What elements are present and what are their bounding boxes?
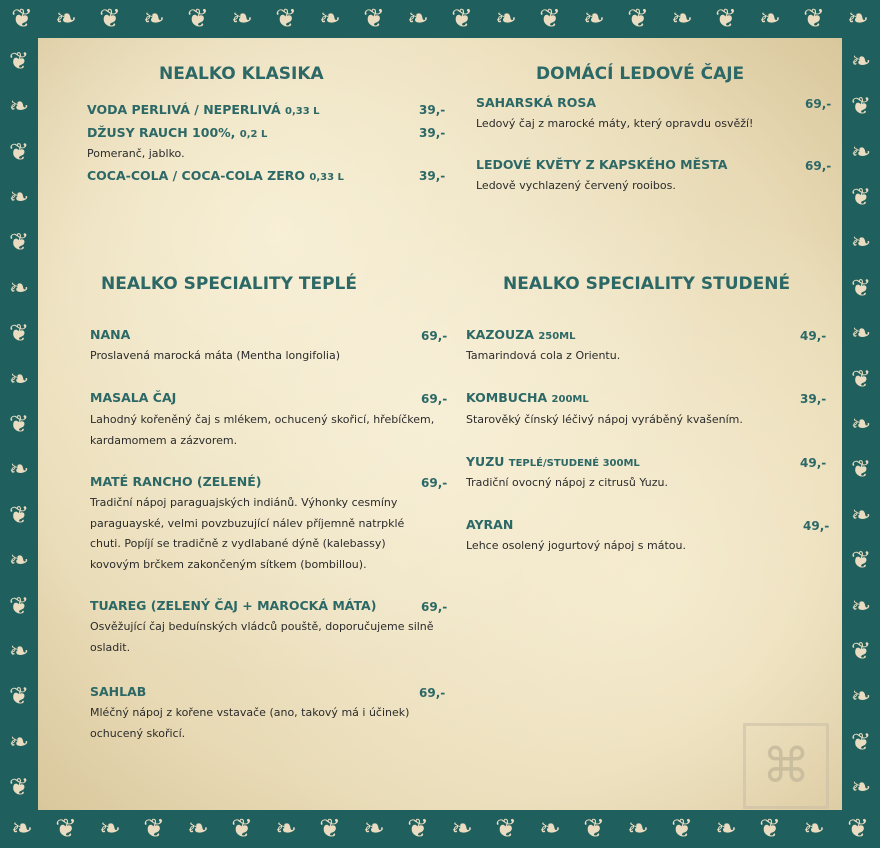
right-border-ornament: ❧ ❦ ❧ ❦ ❧ ❦ ❧ ❦ ❧ ❦ ❧ ❦ ❧ ❦ ❧ ❦ ❧ [850, 46, 872, 802]
camel-logo-icon: ⌘ [743, 723, 829, 809]
item-name: MATÉ RANCHO (ZELENÉ) [90, 474, 262, 489]
item-name: SAHARSKÁ ROSA [476, 95, 597, 110]
item-description: Starověký čínský léčivý nápoj vyráběný kvašením. [466, 413, 743, 426]
item-price: 49,- [800, 329, 827, 343]
item-name: LEDOVÉ KVĚTY Z KAPSKÉHO MĚSTA [476, 157, 728, 172]
item-description: Tamarindová cola z Orientu. [466, 349, 621, 362]
item-name: NANA [90, 327, 131, 342]
item-price: 69,- [805, 159, 832, 173]
item-name: AYRAN [466, 517, 514, 532]
section-title-warm: NEALKO SPECIALITY TEPLÉ [101, 274, 357, 294]
item-description: Lahodný kořeněný čaj s mlékem, ochucený skořicí, hřebíčkem, kardamomem a zázvorem. [90, 413, 435, 447]
item-description: Ledový čaj z marocké máty, který opravdu osvěží! [476, 117, 754, 130]
section-title-classic: NEALKO KLASIKA [159, 64, 324, 84]
item-price: 39,- [800, 392, 827, 406]
item-price: 69,- [421, 600, 448, 614]
item-description: Pomeranč, jablko. [87, 147, 185, 160]
left-border-ornament: ❦ ❧ ❦ ❧ ❦ ❧ ❦ ❧ ❦ ❧ ❦ ❧ ❦ ❧ ❦ ❧ ❦ [8, 46, 30, 802]
top-border-ornament: ❦ ❧ ❦ ❧ ❦ ❧ ❦ ❧ ❦ ❧ ❦ ❧ ❦ ❧ ❦ ❧ ❦ ❧ ❦ ❧ [11, 4, 869, 34]
item-name: COCA-COLA / COCA-COLA ZERO 0,33 L [87, 168, 344, 183]
item-description: Ledově vychlazený červený rooibos. [476, 179, 676, 192]
item-name: KOMBUCHA 200ML [466, 390, 589, 405]
item-price: 39,- [419, 126, 446, 140]
item-name: KAZOUZA 250ML [466, 327, 576, 342]
item-price: 39,- [419, 169, 446, 183]
item-price: 49,- [800, 456, 827, 470]
bottom-border-ornament: ❧ ❦ ❧ ❦ ❧ ❦ ❧ ❦ ❧ ❦ ❧ ❦ ❧ ❦ ❧ ❦ ❧ ❦ ❧ ❦ [11, 814, 869, 844]
item-name: SAHLAB [90, 684, 147, 699]
parchment-background [38, 38, 842, 810]
item-price: 39,- [419, 103, 446, 117]
item-price: 69,- [805, 97, 832, 111]
item-description: Tradiční ovocný nápoj z citrusů Yuzu. [466, 476, 669, 489]
item-price: 69,- [419, 686, 446, 700]
section-title-cold: NEALKO SPECIALITY STUDENÉ [503, 274, 791, 294]
item-name: YUZU TEPLÉ/STUDENÉ 300ML [466, 454, 640, 469]
item-description: Osvěžující čaj beduínských vládců pouště, doporučujeme silně osladit. [90, 620, 434, 654]
item-description: Lehce osolený jogurtový nápoj s mátou. [466, 539, 686, 552]
item-price: 69,- [421, 329, 448, 343]
item-description: Tradiční nápoj paraguajských indiánů. Výhonky cesmíny paraguayské, velmi povzbuzující nálev příjemně natrpklé chuti. Popíjí se tradičně z vydlabané dýně (kalebassy) kovovým brčkem zakončeným sítkem (bombillou). [90, 496, 405, 571]
item-price: 69,- [421, 476, 448, 490]
item-description: Proslavená marocká máta (Mentha longifolia) [90, 349, 340, 362]
item-name: VODA PERLIVÁ / NEPERLIVÁ 0,33 L [87, 102, 320, 117]
item-name: TUAREG (ZELENÝ ČAJ + MAROCKÁ MÁTA) [90, 598, 377, 613]
item-price: 69,- [421, 392, 448, 406]
item-price: 49,- [803, 519, 830, 533]
item-name: MASALA ČAJ [90, 390, 177, 405]
item-description: Mléčný nápoj z kořene vstavače (ano, takový má i účinek) ochucený skořicí. [90, 706, 410, 740]
item-name: DŽUSY RAUCH 100%, 0,2 L [87, 125, 268, 140]
section-title-iced-tea: DOMÁCÍ LEDOVÉ ČAJE [536, 64, 745, 84]
